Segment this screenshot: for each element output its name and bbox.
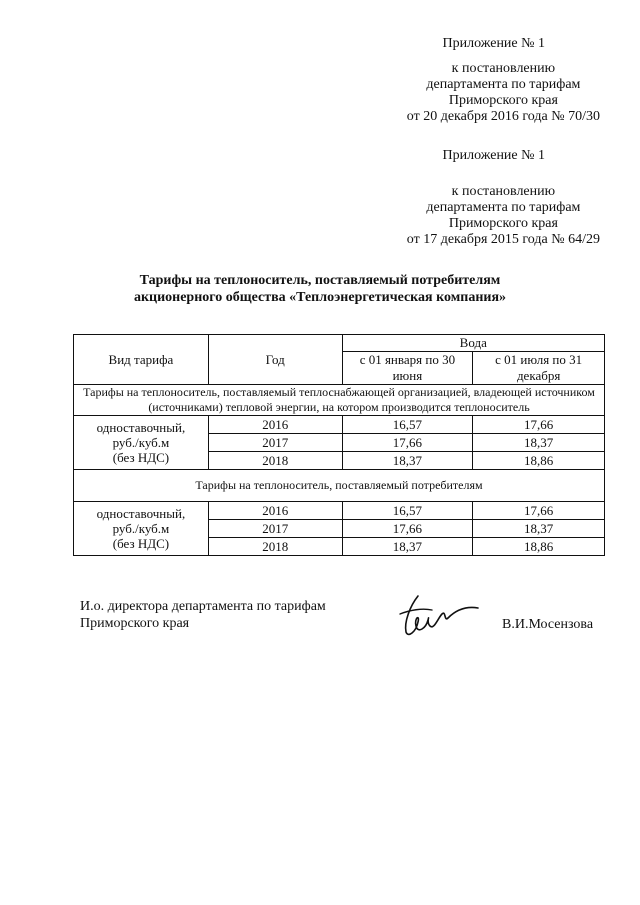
value-cell: 17,66 xyxy=(473,502,605,520)
year-cell: 2018 xyxy=(208,538,342,556)
value-cell: 17,66 xyxy=(342,434,473,452)
document-title: Тарифы на теплоноситель, поставляемый потребителям акционерного общества «Теплоэнергетическая компания» xyxy=(133,273,507,305)
value-cell: 16,57 xyxy=(342,502,473,520)
annex-1-line: от 20 декабря 2016 года № 70/30 xyxy=(406,109,600,124)
value-cell: 18,37 xyxy=(473,434,605,452)
annex-1-line: Приморского края xyxy=(448,93,558,108)
annex-1-reference xyxy=(407,61,600,125)
value-cell: 18,86 xyxy=(473,538,605,556)
header-tariff-type: Вид тарифа xyxy=(74,335,209,385)
year-cell: 2016 xyxy=(208,502,342,520)
handwritten-signature xyxy=(396,592,480,642)
signatory-name: В.И.Мосензова xyxy=(502,617,594,632)
section-1-title: Тарифы на теплоноситель, поставляемый теплоснабжающей организацией, владеющей источником (источниками) тепловой энергии, на котором производится теплоноситель xyxy=(74,385,605,416)
header-period-2: с 01 июля по 31 декабря xyxy=(473,352,605,385)
header-period-1: с 01 января по 30 июня xyxy=(342,352,473,385)
section-2-title: Тарифы на теплоноситель, поставляемый потребителям xyxy=(74,470,605,502)
annex-2-line: Приморского края xyxy=(448,216,558,231)
value-cell: 18,37 xyxy=(342,538,473,556)
annex-1-title: Приложение № 1 xyxy=(442,36,545,51)
year-cell: 2018 xyxy=(208,452,342,470)
year-cell: 2017 xyxy=(208,520,342,538)
tariff-table xyxy=(73,334,605,556)
section-2-tariff-label: одноставочный, руб./куб.м (без НДС) xyxy=(74,502,209,556)
value-cell: 17,66 xyxy=(342,520,473,538)
value-cell: 18,37 xyxy=(342,452,473,470)
annex-1-line: департамента по тарифам xyxy=(426,77,581,92)
value-cell: 16,57 xyxy=(342,416,473,434)
header-water: Вода xyxy=(342,335,604,352)
annex-1-line: к постановлению xyxy=(451,61,556,76)
annex-2-line: к постановлению xyxy=(451,184,556,199)
annex-2-reference xyxy=(407,184,600,248)
section-1-tariff-label: одноставочный, руб./куб.м (без НДС) xyxy=(74,416,209,470)
value-cell: 18,37 xyxy=(473,520,605,538)
value-cell: 17,66 xyxy=(473,416,605,434)
year-cell: 2016 xyxy=(208,416,342,434)
annex-2-line: департамента по тарифам xyxy=(426,200,581,215)
annex-2-title: Приложение № 1 xyxy=(442,148,545,163)
value-cell: 18,86 xyxy=(473,452,605,470)
annex-2-line: от 17 декабря 2015 года № 64/29 xyxy=(406,232,600,247)
header-year: Год xyxy=(208,335,342,385)
year-cell: 2017 xyxy=(208,434,342,452)
signatory-position: И.о. директора департамента по тарифам Приморского края xyxy=(80,599,326,631)
